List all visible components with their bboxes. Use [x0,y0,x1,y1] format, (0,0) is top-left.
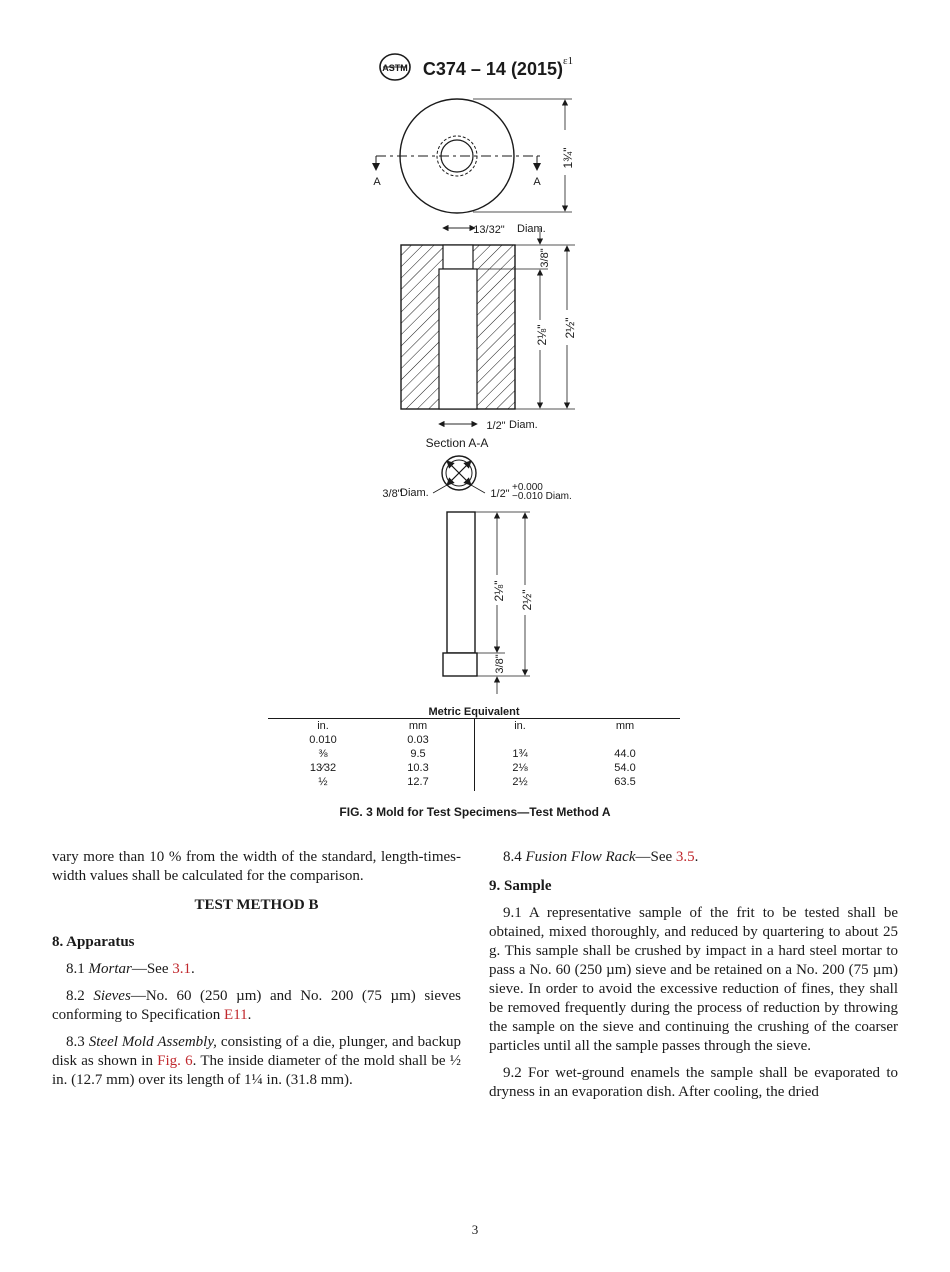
metric-header-mm-2: mm [615,720,635,732]
metric-cell: 0.03 [407,734,429,746]
link-3-1[interactable]: 3.1 [172,961,192,977]
para-text: consisting of a die, plunger, and backup disk as shown in [52,1034,461,1069]
right-column [489,848,898,1110]
plunger-dim-head: 3/8" [494,654,506,674]
dim-die-top: 3/8" [539,248,551,268]
dim-disk-height: 1¾" [561,147,575,169]
metric-cell: ½ [318,776,328,788]
figure-caption: FIG. 3 Mold for Test Specimens—Test Method A [339,805,611,819]
heading-test-method-b: TEST METHOD B [194,897,319,913]
plunger-dim-total: 2½" [520,589,534,611]
section-a-a-label: Section A-A [425,436,489,450]
dim-die-height: 2½" [563,317,577,339]
left-column [52,848,461,1098]
dim-die-bore: 2⅛" [535,324,549,346]
metric-cell: 9.5 [410,748,426,760]
dim-1-2: 1/2" [486,420,506,432]
dim-13-32-label: Diam. [517,223,546,235]
plunger-dia-right: 1/2" [490,488,510,500]
para-number: 8.4 [503,849,522,865]
logo-text: ASTM [382,63,408,73]
plunger-side-view [443,512,477,676]
metric-cell: 13⁄32 [309,762,337,774]
metric-header-in: in. [317,720,329,732]
metric-table-title: Metric Equivalent [428,706,520,718]
metric-cell: 54.0 [614,762,636,774]
metric-cell: 12.7 [407,776,429,788]
metric-cell: 63.5 [614,776,636,788]
tolerance-plus: +0.000 [512,482,543,493]
para-text: —See [131,961,173,977]
plunger-dia-left: 3/8" [382,488,402,500]
para-9-1: 9.1 A representative sample of the frit to be tested shall be obtained, mixed thoroughly, and reduced by quartering to about 25 g. This sample shall be crushed by impact in a hard steel mortar to pass a No. 60 (250 µm) sieve and be retained on a No. 200 (75 µm) sieve. In order to avoid the excessive reduction of fines, they shall be removed frequently during the process of reduction by throwing the sample on the sieve and continuing the crushing of the coarser particles until all the sample passes through the sieve. [489,905,898,1054]
die-cross-section [401,245,515,409]
para-text: —See [635,849,676,865]
metric-cell: 2½ [512,776,528,788]
link-e11[interactable]: E11 [224,1007,248,1023]
top-view-disk [376,99,540,213]
metric-cell: ⅜ [318,748,328,760]
page-number: 3 [471,1222,479,1237]
para-9-2: 9.2 For wet-ground enamels the sample shall be evaporated to dryness in an evaporation dish. After cooling, the dried [489,1065,898,1100]
continued-paragraph: vary more than 10 % from the width of the standard, length-times-width values shall be calculated for the comparison. [52,849,461,884]
plunger-dia-left-label: Diam. [400,487,429,499]
para-number: 8.3 [66,1034,85,1050]
link-fig-6[interactable]: Fig. 6 [157,1053,193,1069]
para-term: Fusion Flow Rack [525,849,636,865]
tolerance-minus: −0.010 Diam. [512,491,572,502]
metric-cell: 1¾ [512,748,528,760]
standard-code: C374 – 14 (2015) [422,59,563,79]
metric-equivalent-table [268,706,680,793]
para-text: . The inside diameter of the mold shall be ½ in. (12.7 mm) over its length of 1¼ in. (31.8 mm). [52,1053,461,1088]
heading-apparatus: 8. Apparatus [52,934,135,950]
para-term: Steel Mold Assembly, [88,1034,217,1050]
para-8-4: 8.4 Fusion Flow Rack—See 3.5. [503,849,699,865]
plunger-end-view [433,456,485,493]
para-8-1: 8.1 Mortar—See 3.1. [66,961,195,977]
para-text: —No. 60 (250 µm) and No. 200 (75 µm) sieves conforming to Specification [52,988,461,1023]
metric-header-in-2: in. [514,720,526,732]
metric-cell: 44.0 [614,748,636,760]
para-number: 8.2 [66,988,85,1004]
section-label-a-left: A [373,176,381,188]
metric-cell: 2⅛ [512,762,528,774]
dim-13-32: 13/32" [473,224,505,236]
metric-cell: 0.010 [309,734,337,746]
metric-cell: 10.3 [407,762,429,774]
link-3-5[interactable]: 3.5 [675,849,695,865]
plunger-dim-shaft: 2⅛" [492,580,506,602]
para-term: Mortar [88,961,132,977]
metric-header-mm: mm [408,720,428,732]
section-label-a-right: A [533,176,541,188]
epsilon-suffix: ε1 [562,54,574,67]
para-8-3 [52,1033,461,1090]
dim-1-2-label: Diam. [509,419,538,431]
para-term: Sieves [93,988,131,1004]
para-number: 8.1 [66,961,85,977]
para-8-2: 8.2 Sieves—No. 60 (250 µm) and No. 200 (75 µm) sieves conforming to Specification E11. [52,988,461,1023]
heading-sample: 9. Sample [489,878,552,894]
